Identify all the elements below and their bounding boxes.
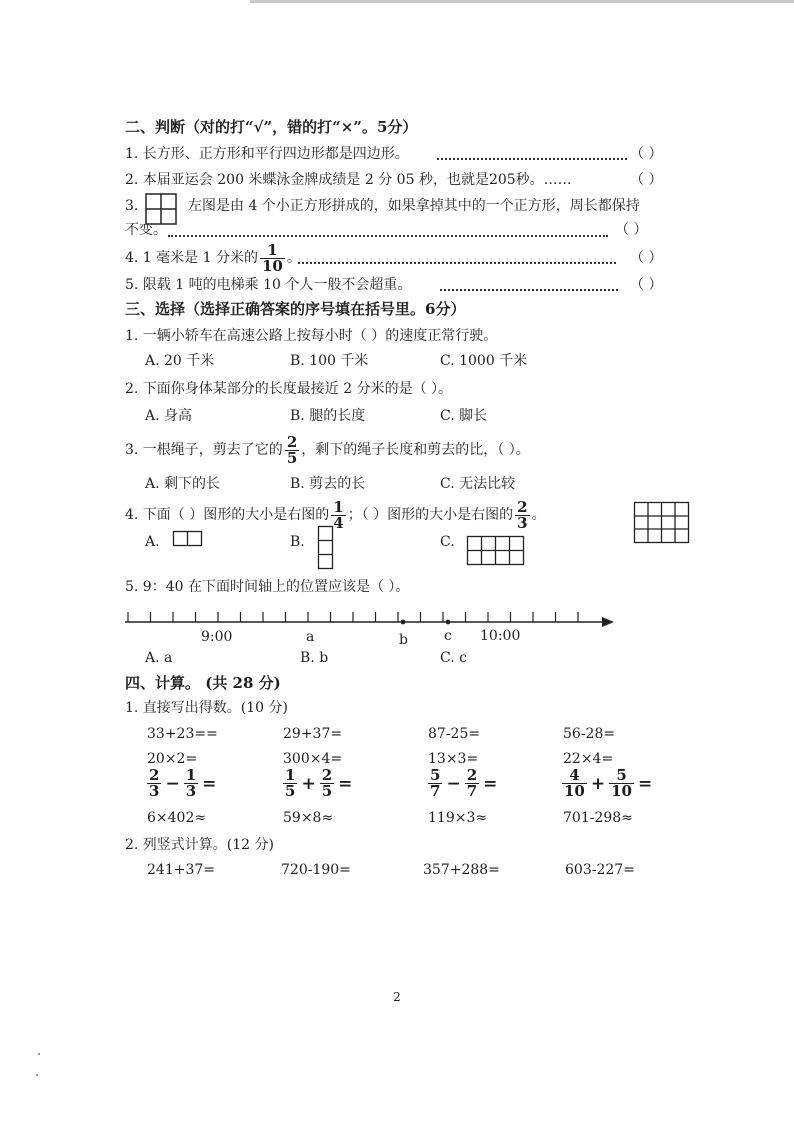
page-number: 2 — [393, 990, 401, 1004]
calc-item: 13×3= — [428, 751, 479, 767]
fraction-denominator: 3 — [185, 782, 197, 800]
equals-sign: = — [483, 773, 498, 794]
fraction-denominator: 10 — [564, 782, 585, 800]
q2-option-a[interactable]: A. 身高 — [145, 408, 193, 424]
fraction — [562, 768, 587, 799]
calc-item: 119×3≈ — [428, 810, 488, 826]
fraction-denominator: 3 — [517, 513, 528, 532]
q5-option-b[interactable]: B. b — [300, 650, 329, 666]
judge-item-3-number: 3. — [125, 198, 139, 214]
fraction-numerator: 5 — [430, 766, 441, 784]
fraction-calc-item — [426, 768, 499, 799]
point-label-c: c — [444, 628, 452, 644]
fraction-denominator: 3 — [149, 782, 160, 800]
fraction-numerator: 1 — [333, 497, 344, 516]
fraction-denominator: 7 — [466, 782, 478, 800]
fraction-numerator: 2 — [466, 766, 478, 784]
q1-option-c[interactable]: C. 1000 千米 — [440, 353, 528, 369]
fraction-numerator: 2 — [321, 766, 333, 784]
fraction-numerator: 4 — [569, 766, 580, 784]
eight-squares-figure — [467, 536, 525, 566]
q4-option-b[interactable]: B. — [290, 534, 305, 550]
choice-q4-mid: ；（ ）图形的大小是右图的 — [347, 507, 514, 523]
leader-dots — [298, 262, 616, 264]
two-squares-horizontal-figure — [173, 531, 203, 547]
q1-option-a[interactable]: A. 20 千米 — [145, 353, 215, 369]
choice-q4-end: 。 — [531, 507, 546, 523]
leader-dots — [437, 158, 627, 160]
q3-option-a[interactable]: A. 剩下的长 — [145, 476, 221, 492]
q3-option-c[interactable]: C. 无法比较 — [440, 476, 516, 492]
judge-item-1: 1. 长方形、正方形和平行四边形都是四边形。 — [125, 146, 409, 162]
calc-item: 33+23== — [147, 726, 218, 742]
scan-edge-line — [250, 0, 794, 3]
time-axis — [0, 600, 794, 650]
vertical-calc-item: 357+288= — [423, 862, 500, 878]
section-4-title: 四、计算。 (共 28 分) — [125, 674, 281, 692]
fraction-numerator: 2 — [149, 766, 160, 784]
choice-q4-text: 4. 下面（ ）图形的大小是右图的 — [125, 507, 330, 523]
fraction-numerator: 2 — [286, 432, 298, 451]
vertical-calc-item: 241+37= — [147, 862, 215, 878]
three-squares-vertical-figure — [318, 526, 334, 570]
q4-option-a[interactable]: A. — [145, 534, 160, 550]
scan-speck — [38, 1053, 40, 1055]
fraction — [147, 768, 161, 799]
fraction-calc-item — [145, 768, 218, 799]
time-axis-ticks — [128, 612, 578, 622]
judge-item-5: 5. 限载 1 吨的电梯乘 10 个人一般不会超重。 — [125, 277, 412, 293]
calc-item: 701-298≈ — [563, 810, 633, 826]
calc-item: 87-25= — [428, 726, 481, 742]
choice-q4 — [125, 497, 546, 533]
q4-option-c[interactable]: C. — [440, 534, 455, 550]
vertical-calc-item: 603-227= — [565, 862, 635, 878]
calc-item: 59×8≈ — [283, 810, 334, 826]
judge-item-3-cont: 不变。 — [125, 222, 167, 238]
fraction — [515, 497, 529, 532]
leader-dots — [440, 289, 618, 291]
choice-q2: 2. 下面你身体某部分的长度最接近 2 分米的是（ ）。 — [125, 381, 453, 397]
section-2-title: 二、判断（对的打“√”，错的打“×”。5分） — [125, 118, 418, 136]
calc-subsection-2: 2. 列竖式计算。(12 分) — [125, 837, 274, 853]
judge-item-4-end: 。 — [286, 250, 301, 266]
equals-sign: = — [202, 773, 217, 794]
fraction-calc-item — [560, 768, 654, 799]
q2-option-c[interactable]: C. 脚长 — [440, 408, 488, 424]
fraction — [283, 768, 297, 799]
fraction-numerator: 2 — [517, 497, 528, 516]
fraction-numerator: 5 — [616, 766, 627, 784]
judge-item-4-text: 4. 1 毫米是 1 分米的 — [125, 250, 258, 266]
equals-sign: = — [338, 773, 353, 794]
fraction — [428, 768, 442, 799]
fraction-numerator: 1 — [285, 766, 296, 784]
operator: − — [446, 773, 461, 794]
fraction-denominator: 5 — [286, 448, 298, 467]
fraction-numerator: 1 — [267, 240, 278, 259]
fraction-denominator: 5 — [321, 782, 333, 800]
answer-blank-2[interactable]: （ ） — [630, 172, 663, 188]
reference-grid-figure — [634, 502, 690, 544]
point-label-b: b — [399, 632, 408, 648]
q3-option-b[interactable]: B. 剪去的长 — [290, 476, 366, 492]
tick-label-10-00: 10:00 — [480, 628, 521, 644]
choice-q5: 5. 9：40 在下面时间轴上的位置应该是（ ）。 — [125, 579, 410, 595]
calc-item: 300×4= — [283, 751, 343, 767]
q2-option-b[interactable]: B. 腿的长度 — [290, 408, 366, 424]
fraction-denominator: 4 — [333, 513, 344, 532]
calc-item: 22×4= — [563, 751, 614, 767]
vertical-calc-item: 720-190= — [281, 862, 351, 878]
tick-label-9-00: 9:00 — [201, 629, 233, 645]
fraction — [320, 768, 334, 799]
judge-item-2: 2. 本届亚运会 200 米蝶泳金牌成绩是 2 分 05 秒，也就是205秒。…… — [125, 172, 572, 188]
fraction-calc-item — [281, 768, 354, 799]
calc-item: 20×2= — [147, 751, 198, 767]
judge-item-3: 左图是由 4 个小正方形拼成的，如果拿掉其中的一个正方形，周长都保持 — [188, 198, 640, 214]
fraction-denominator: 10 — [611, 782, 632, 800]
scan-speck — [36, 1074, 38, 1076]
answer-blank-1[interactable]: （ ） — [630, 146, 663, 162]
section-3-title: 三、选择（选择正确答案的序号填在括号里。6分） — [125, 300, 466, 318]
calc-item: 56-28= — [563, 726, 616, 742]
time-axis-arrow — [602, 617, 614, 627]
operator: + — [590, 773, 606, 794]
answer-blank-5[interactable]: （ ） — [630, 277, 663, 293]
fraction-denominator: 7 — [430, 782, 441, 800]
q5-option-c[interactable]: C. c — [440, 650, 467, 666]
q1-option-b[interactable]: B. 100 千米 — [290, 353, 369, 369]
choice-q1: 1. 一辆小轿车在高速公路上按每小时（ ）的速度正常行驶。 — [125, 328, 498, 344]
point-b-dot — [401, 620, 406, 625]
fraction — [609, 768, 634, 799]
answer-blank-4[interactable]: （ ） — [630, 250, 663, 266]
q5-option-a[interactable]: A. a — [145, 650, 173, 666]
fraction — [465, 768, 479, 799]
operator: − — [165, 773, 180, 794]
calc-item: 29+37= — [283, 726, 343, 742]
fraction — [285, 432, 299, 467]
fraction — [260, 240, 285, 275]
fraction-denominator: 5 — [285, 782, 296, 800]
fraction-denominator: 10 — [261, 256, 283, 275]
choice-q3-text: 3. 一根绳子，剪去了它的 — [125, 442, 283, 458]
calc-subsection-1: 1. 直接写出得数。(10 分) — [125, 700, 288, 716]
operator: + — [301, 773, 316, 794]
fraction-numerator: 1 — [185, 766, 197, 784]
point-label-a: a — [306, 629, 315, 645]
point-c-dot — [446, 620, 451, 625]
choice-q3-end: ，剩下的绳子长度和剪去的比，（ ）。 — [301, 442, 530, 458]
choice-q3 — [125, 432, 530, 468]
leader-dots — [168, 235, 608, 237]
calc-item: 6×402≈ — [147, 810, 207, 826]
judge-item-4 — [125, 240, 301, 276]
equals-sign: = — [638, 773, 653, 794]
answer-blank-3[interactable]: （ ） — [615, 222, 648, 238]
fraction — [184, 768, 198, 799]
